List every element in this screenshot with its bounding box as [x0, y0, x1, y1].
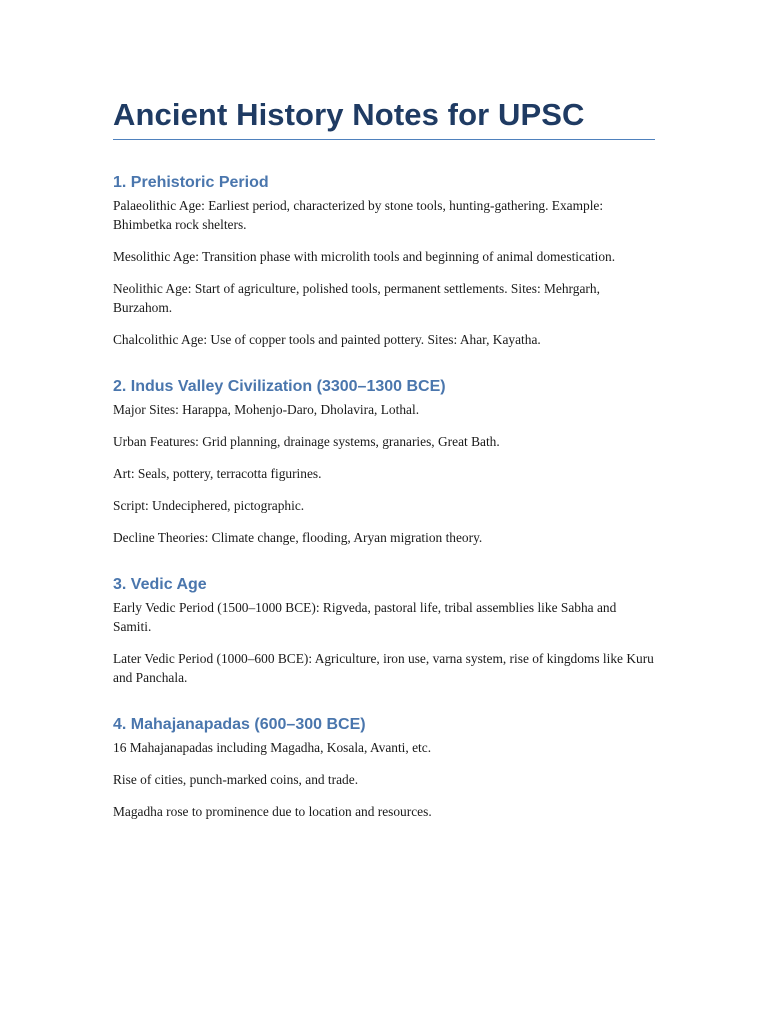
section-paragraph: Urban Features: Grid planning, drainage systems, granaries, Great Bath. [113, 434, 500, 449]
section-paragraph: Later Vedic Period (1000–600 BCE): Agriculture, iron use, varna system, rise of kingdoms like Kuru and Panchala. [113, 651, 654, 685]
section-vedic-age [113, 574, 655, 687]
section-paragraph: Major Sites: Harappa, Mohenjo-Daro, Dholavira, Lothal. [113, 402, 420, 417]
section-paragraph: Rise of cities, punch-marked coins, and trade. [113, 772, 359, 787]
section-heading: 1. Prehistoric Period [113, 174, 269, 191]
section-paragraph: Chalcolithic Age: Use of copper tools and painted pottery. Sites: Ahar, Kayatha. [113, 332, 541, 347]
section-paragraph: Early Vedic Period (1500–1000 BCE): Rigveda, pastoral life, tribal assemblies like Sabha and Samiti. [113, 600, 617, 634]
section-heading: 2. Indus Valley Civilization (3300–1300 BCE) [113, 378, 446, 395]
section-paragraph: Palaeolithic Age: Earliest period, characterized by stone tools, hunting-gathering. Example: Bhimbetka rock shelters. [113, 198, 604, 232]
section-paragraph: Mesolithic Age: Transition phase with microlith tools and beginning of animal domestication. [113, 249, 616, 264]
section-paragraph: Neolithic Age: Start of agriculture, polished tools, permanent settlements. Sites: Mehrgarh, Burzahom. [113, 281, 600, 315]
section-prehistoric-period [113, 172, 655, 349]
document-title: Ancient History Notes for UPSC [113, 95, 655, 140]
section-paragraph: Decline Theories: Climate change, flooding, Aryan migration theory. [113, 530, 483, 545]
section-paragraph: Art: Seals, pottery, terracotta figurines. [113, 466, 322, 481]
section-paragraph: Script: Undeciphered, pictographic. [113, 498, 305, 513]
section-heading: 3. Vedic Age [113, 576, 207, 593]
section-paragraph: Magadha rose to prominence due to location and resources. [113, 804, 432, 819]
section-mahajanapadas [113, 714, 655, 821]
document-page [113, 95, 655, 821]
section-paragraph: 16 Mahajanapadas including Magadha, Kosala, Avanti, etc. [113, 740, 432, 755]
section-heading: 4. Mahajanapadas (600–300 BCE) [113, 716, 366, 733]
section-indus-valley [113, 376, 655, 547]
